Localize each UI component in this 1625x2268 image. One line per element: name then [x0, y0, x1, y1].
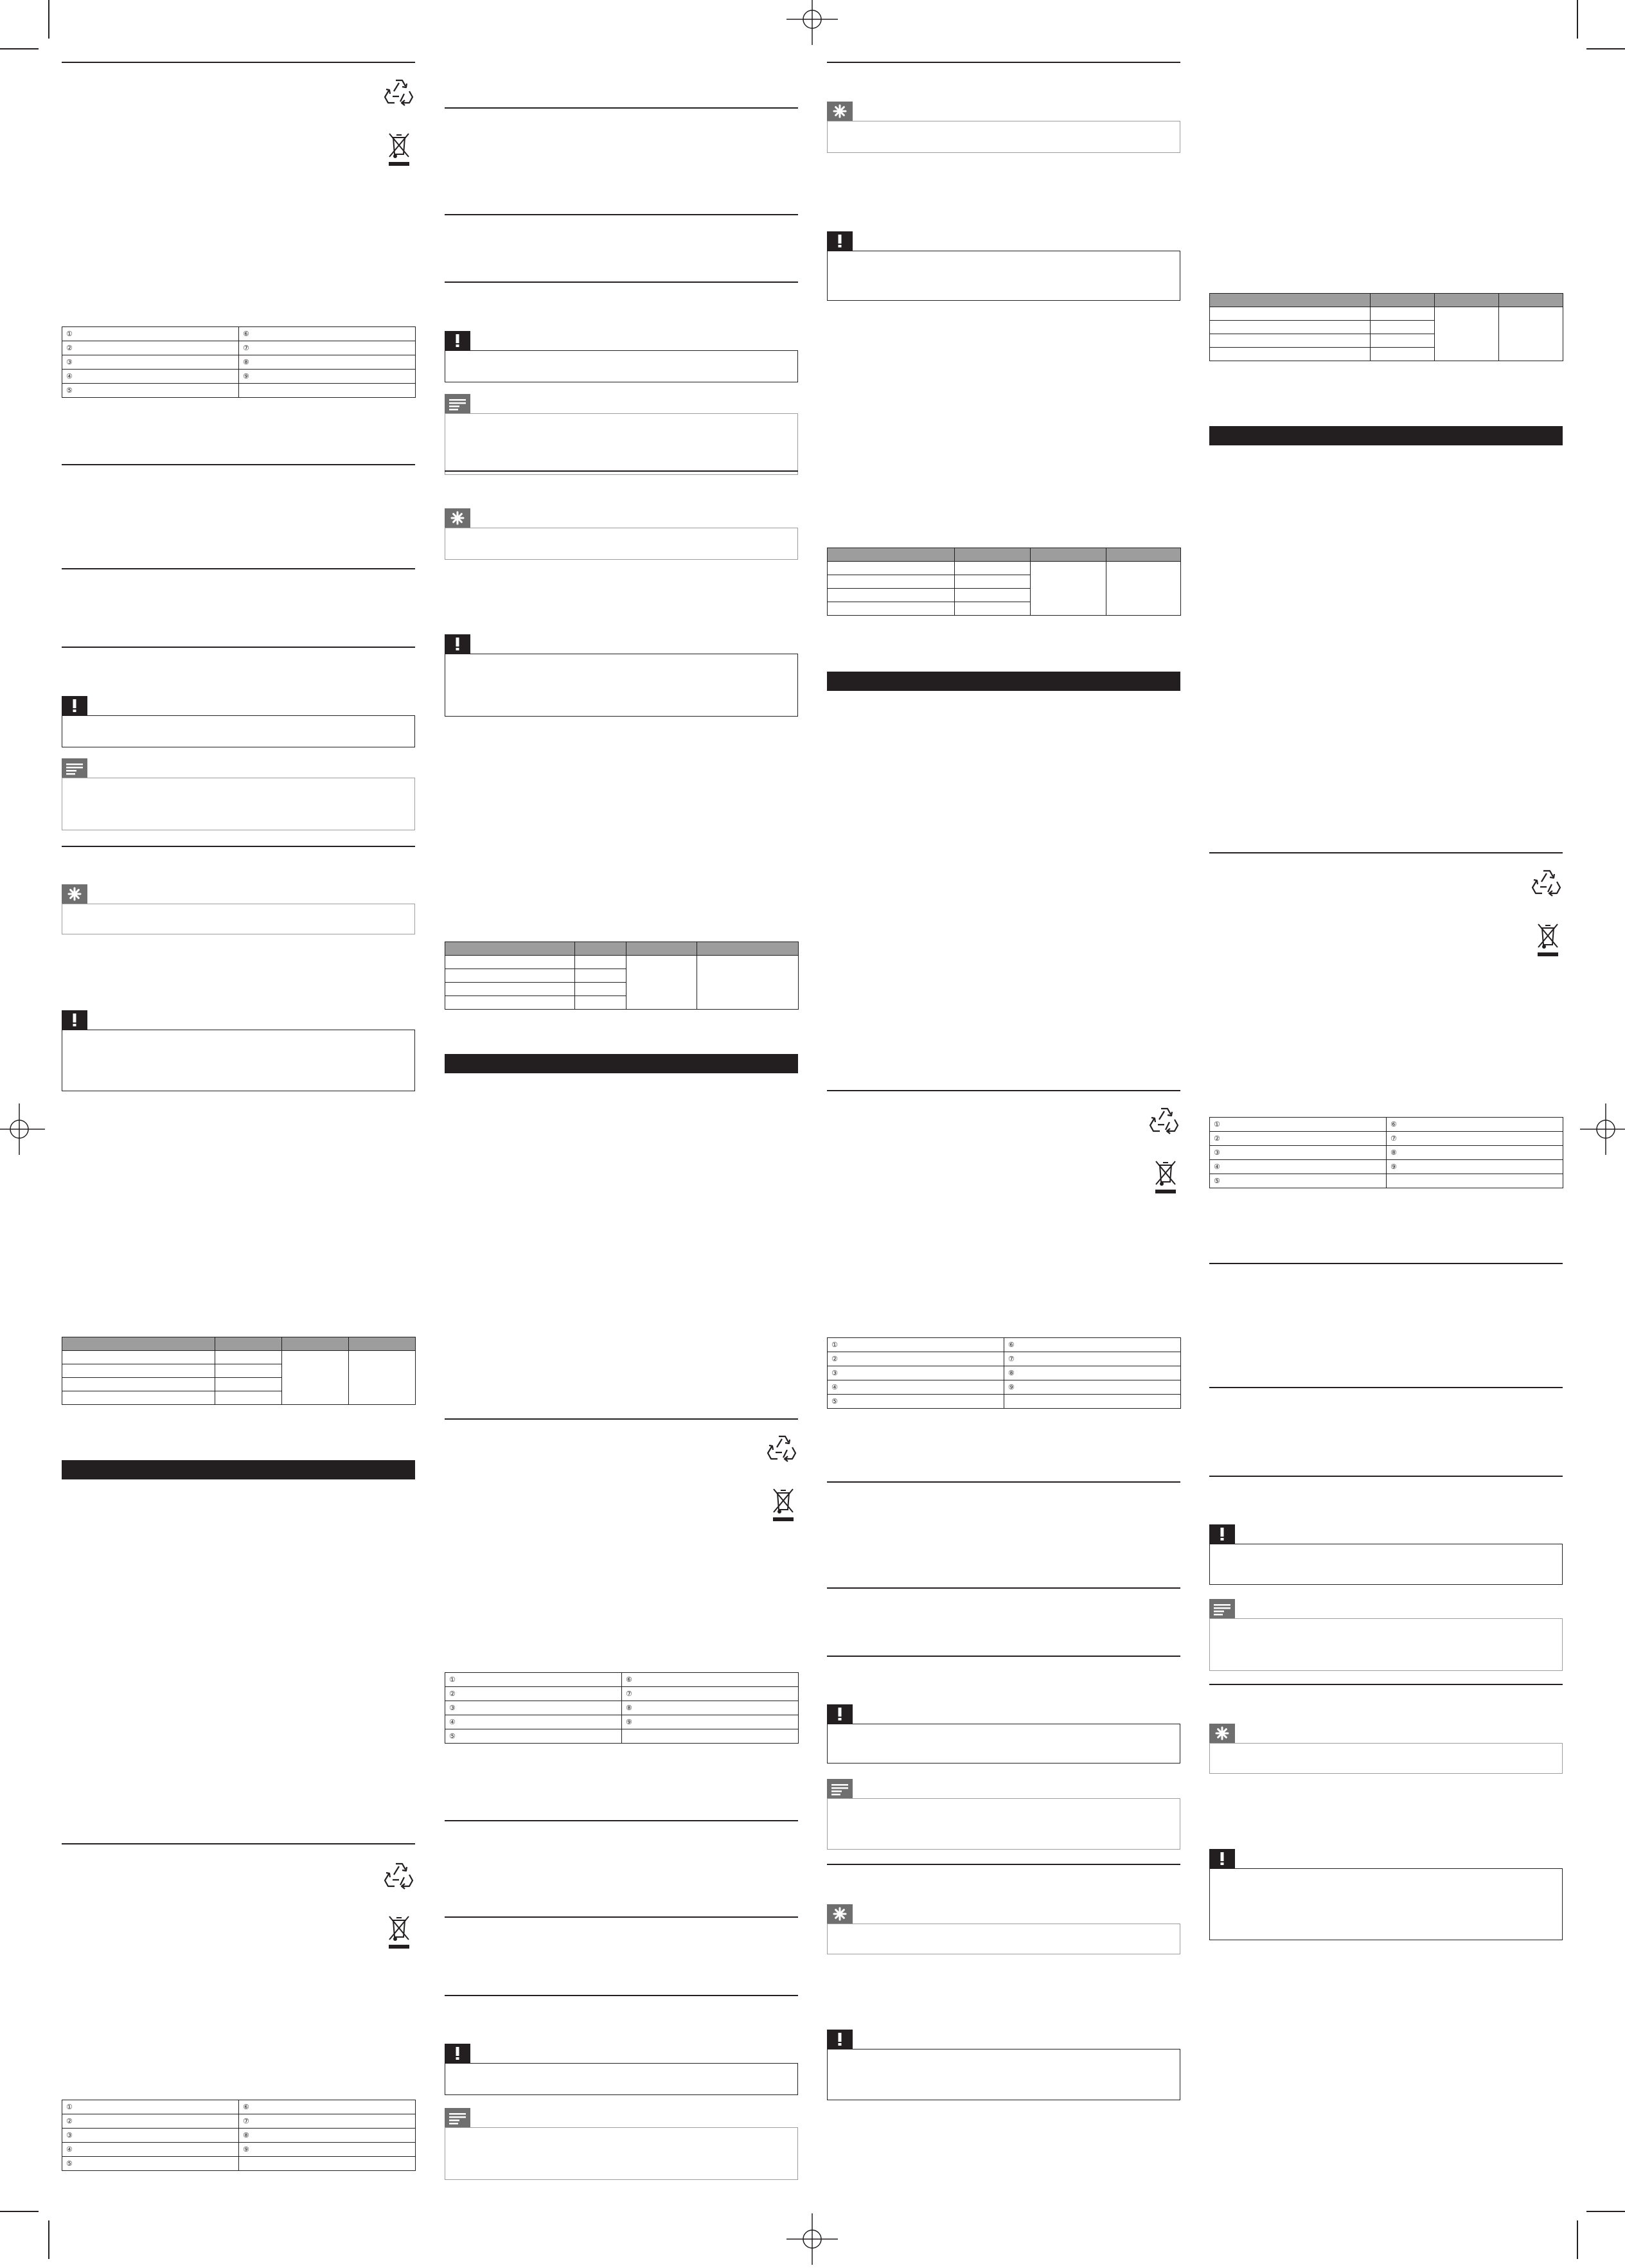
table-cell	[1371, 321, 1435, 334]
table-cell	[445, 1729, 622, 1744]
table-cell	[828, 1338, 1004, 1352]
table-cell	[1004, 1366, 1181, 1380]
callout-box	[62, 715, 415, 747]
part-number: ⑨	[243, 2145, 249, 2154]
table-cell	[1371, 307, 1435, 321]
exclamation-icon	[827, 1704, 853, 1724]
table-row	[828, 1338, 1181, 1352]
table-cell	[62, 341, 239, 355]
table-header-cell	[215, 1337, 282, 1351]
table-cell	[445, 1673, 622, 1687]
table-cell	[955, 562, 1031, 575]
table-header-cell	[1499, 294, 1563, 307]
part-number: ⑤	[449, 1732, 456, 1740]
table-cell	[828, 1366, 1004, 1380]
callout-box	[445, 2063, 798, 2095]
table-header-cell	[282, 1337, 349, 1351]
table-cell	[62, 1391, 215, 1405]
section-divider	[445, 214, 798, 215]
part-number: ⑤	[831, 1397, 838, 1406]
section-divider	[827, 1090, 1180, 1091]
table-row	[1210, 1146, 1563, 1160]
table-cell	[1371, 348, 1435, 361]
table-row	[828, 1395, 1181, 1409]
part-number: ⑦	[1390, 1134, 1397, 1143]
part-number: ②	[66, 2117, 73, 2125]
callout-box	[827, 121, 1180, 153]
section-divider	[62, 1843, 415, 1844]
table-cell	[62, 1364, 215, 1378]
table-row	[62, 355, 416, 370]
table-row	[62, 384, 416, 398]
crop-mark-icon	[48, 0, 49, 39]
table-header-row	[828, 548, 1181, 562]
callout-box	[62, 904, 415, 934]
note-lines-icon	[62, 758, 87, 778]
table-header-row	[62, 1337, 416, 1351]
table-cell	[1371, 334, 1435, 348]
part-number: ④	[66, 372, 73, 380]
section-divider	[827, 1864, 1180, 1865]
table-header-row	[1210, 294, 1563, 307]
registration-crosshair-icon	[0, 1103, 45, 1155]
table-cell	[62, 2129, 239, 2143]
part-number: ⑧	[1390, 1148, 1397, 1157]
crossed-out-wheelie-bin-icon	[387, 1914, 411, 1950]
part-number: ①	[1214, 1120, 1220, 1129]
section-divider	[1209, 1684, 1563, 1685]
table-cell	[622, 1687, 799, 1701]
table-row	[62, 2114, 416, 2129]
table-cell	[282, 1351, 349, 1405]
part-number: ③	[449, 1704, 456, 1712]
table-row	[1210, 1118, 1563, 1132]
table-row	[1210, 307, 1563, 321]
part-number: ③	[66, 2131, 73, 2139]
recycle-icon	[384, 1861, 414, 1890]
table-cell	[445, 969, 575, 983]
table-cell	[622, 1715, 799, 1729]
table-header-cell	[349, 1337, 416, 1351]
table-cell	[62, 327, 239, 341]
table-cell	[955, 575, 1031, 589]
table-cell	[1387, 1118, 1563, 1132]
section-divider	[445, 1995, 798, 1996]
callout-box	[62, 778, 415, 830]
exclamation-icon	[445, 634, 470, 654]
table-cell	[1004, 1352, 1181, 1366]
table-cell	[215, 1351, 282, 1364]
table-row	[828, 1366, 1181, 1380]
exclamation-icon	[1209, 1524, 1235, 1544]
table-header-cell	[626, 942, 697, 956]
crop-mark-icon	[1577, 0, 1578, 39]
note-lines-icon	[827, 1779, 853, 1798]
table-cell	[239, 327, 416, 341]
table-row	[828, 562, 1181, 575]
callout-box	[827, 251, 1180, 301]
part-number: ⑨	[1008, 1383, 1015, 1391]
callout-box	[827, 2049, 1180, 2100]
part-number: ②	[449, 1690, 456, 1698]
section-divider	[445, 107, 798, 109]
table-cell	[215, 1364, 282, 1378]
table-cell	[1210, 1160, 1387, 1174]
section-divider	[445, 470, 798, 472]
table-cell	[828, 1395, 1004, 1409]
note-lines-icon	[1209, 1599, 1235, 1618]
table-row	[62, 370, 416, 384]
section-divider	[1209, 1476, 1563, 1477]
part-number: ④	[66, 2145, 73, 2154]
crossed-out-wheelie-bin-icon	[771, 1487, 795, 1522]
table-cell	[1210, 1174, 1387, 1188]
part-number: ⑧	[243, 358, 249, 366]
table-cell	[1210, 321, 1371, 334]
asterisk-icon	[827, 1904, 853, 1924]
part-number: ④	[449, 1718, 456, 1726]
part-number: ⑤	[66, 386, 73, 395]
spec-table	[1209, 293, 1563, 361]
table-row	[62, 2157, 416, 2171]
section-divider	[445, 281, 798, 283]
table-cell	[697, 956, 799, 1010]
section-divider	[62, 464, 415, 465]
table-cell	[239, 355, 416, 370]
table-cell	[62, 2143, 239, 2157]
table-cell	[445, 1715, 622, 1729]
section-divider	[445, 1916, 798, 1918]
parts-table	[62, 2100, 416, 2171]
section-divider	[62, 647, 415, 648]
spec-table	[62, 1337, 416, 1405]
table-cell	[575, 956, 626, 969]
table-row	[62, 2129, 416, 2143]
table-cell	[575, 983, 626, 996]
part-number: ③	[831, 1369, 838, 1377]
table-row	[62, 341, 416, 355]
crop-mark-icon	[48, 2220, 49, 2259]
table-cell	[1499, 307, 1563, 361]
part-number: ②	[831, 1355, 838, 1363]
table-cell	[1210, 1146, 1387, 1160]
crop-mark-icon	[0, 2211, 39, 2212]
table-cell	[1106, 562, 1181, 616]
part-number: ⑧	[243, 2131, 249, 2139]
table-row	[445, 956, 799, 969]
part-number: ③	[66, 358, 73, 366]
crossed-out-wheelie-bin-icon	[1536, 922, 1560, 958]
section-divider	[445, 1820, 798, 1821]
table-cell	[622, 1673, 799, 1687]
crop-mark-icon	[1586, 2211, 1625, 2212]
recycle-icon	[1149, 1105, 1180, 1135]
part-number: ③	[1214, 1148, 1220, 1157]
table-cell	[62, 2114, 239, 2129]
note-lines-icon	[445, 394, 470, 413]
section-divider	[827, 1587, 1180, 1589]
table-row	[445, 1729, 799, 1744]
asterisk-icon	[445, 508, 470, 528]
part-number: ②	[1214, 1134, 1220, 1143]
section-header-bar	[827, 672, 1180, 691]
table-header-cell	[1031, 548, 1106, 562]
table-cell	[239, 341, 416, 355]
part-number: ②	[66, 344, 73, 352]
table-cell	[239, 2129, 416, 2143]
table-row	[445, 1715, 799, 1729]
part-number: ⑦	[626, 1690, 632, 1698]
table-cell	[828, 1352, 1004, 1366]
crossed-out-wheelie-bin-icon	[1153, 1159, 1178, 1195]
table-cell	[445, 1701, 622, 1715]
table-cell	[239, 2157, 416, 2171]
table-cell	[445, 1687, 622, 1701]
table-cell	[1210, 348, 1371, 361]
table-row	[62, 2100, 416, 2114]
callout-box	[445, 413, 798, 475]
callout-box	[445, 528, 798, 560]
table-cell	[445, 996, 575, 1010]
crop-mark-icon	[0, 48, 39, 49]
table-cell	[828, 589, 955, 602]
exclamation-icon	[62, 696, 87, 715]
table-header-cell	[1106, 548, 1181, 562]
spec-table	[445, 942, 799, 1010]
asterisk-icon	[1209, 1724, 1235, 1743]
table-cell	[1031, 562, 1106, 616]
crossed-out-wheelie-bin-icon	[387, 131, 411, 167]
table-cell	[1210, 307, 1371, 321]
callout-box	[62, 1030, 415, 1091]
table-row	[1210, 1160, 1563, 1174]
callout-box	[1209, 1868, 1563, 1940]
table-header-cell	[1435, 294, 1499, 307]
table-cell	[1210, 1132, 1387, 1146]
table-header-cell	[62, 1337, 215, 1351]
table-cell	[62, 384, 239, 398]
part-number: ⑧	[626, 1704, 632, 1712]
table-cell	[239, 370, 416, 384]
table-cell	[575, 969, 626, 983]
table-header-row	[445, 942, 799, 956]
callout-box	[445, 350, 798, 382]
table-cell	[62, 2100, 239, 2114]
crop-mark-icon	[1586, 48, 1625, 49]
recycle-icon	[1531, 868, 1562, 897]
table-row	[445, 1687, 799, 1701]
table-cell	[1004, 1380, 1181, 1395]
part-number: ⑤	[1214, 1177, 1220, 1185]
table-cell	[1387, 1160, 1563, 1174]
part-number: ⑤	[66, 2159, 73, 2168]
table-cell	[828, 1380, 1004, 1395]
exclamation-icon	[1209, 1849, 1235, 1868]
callout-box	[827, 1724, 1180, 1764]
section-divider	[827, 1656, 1180, 1657]
part-number: ⑥	[243, 330, 249, 338]
part-number: ⑨	[243, 372, 249, 380]
table-cell	[622, 1701, 799, 1715]
table-row	[1210, 1132, 1563, 1146]
note-lines-icon	[445, 2108, 470, 2127]
section-divider	[62, 846, 415, 847]
section-divider	[445, 1418, 798, 1420]
table-cell	[215, 1378, 282, 1391]
table-cell	[828, 602, 955, 616]
table-cell	[239, 384, 416, 398]
table-row	[828, 1352, 1181, 1366]
asterisk-icon	[62, 884, 87, 904]
table-header-cell	[1210, 294, 1371, 307]
table-cell	[349, 1351, 416, 1405]
section-divider	[62, 568, 415, 569]
table-row	[62, 2143, 416, 2157]
exclamation-icon	[445, 331, 470, 350]
table-cell	[1210, 1118, 1387, 1132]
section-header-bar	[445, 1054, 798, 1073]
part-number: ⑧	[1008, 1369, 1015, 1377]
table-cell	[239, 2143, 416, 2157]
part-number: ⑦	[243, 344, 249, 352]
table-header-cell	[1371, 294, 1435, 307]
table-cell	[622, 1729, 799, 1744]
table-row	[445, 1701, 799, 1715]
section-divider	[1209, 1387, 1563, 1388]
table-cell	[239, 2114, 416, 2129]
table-cell	[1435, 307, 1499, 361]
table-cell	[1004, 1338, 1181, 1352]
table-cell	[1387, 1132, 1563, 1146]
table-cell	[828, 562, 955, 575]
table-cell	[445, 956, 575, 969]
section-divider	[62, 62, 415, 63]
callout-box	[827, 1924, 1180, 1954]
recycle-icon	[384, 77, 414, 107]
callout-box	[1209, 1743, 1563, 1774]
parts-table	[827, 1337, 1181, 1409]
table-row	[445, 1673, 799, 1687]
part-number: ④	[1214, 1163, 1220, 1171]
table-header-cell	[697, 942, 799, 956]
section-divider	[827, 1481, 1180, 1483]
exclamation-icon	[62, 1010, 87, 1030]
table-cell	[575, 996, 626, 1010]
callout-box	[445, 654, 798, 717]
table-header-cell	[575, 942, 626, 956]
part-number: ①	[66, 330, 73, 338]
callout-box	[445, 2127, 798, 2180]
part-number: ⑦	[1008, 1355, 1015, 1363]
table-cell	[1387, 1146, 1563, 1160]
part-number: ①	[449, 1675, 456, 1684]
part-number: ④	[831, 1383, 838, 1391]
table-cell	[62, 355, 239, 370]
table-cell	[1387, 1174, 1563, 1188]
registration-crosshair-icon	[786, 2213, 838, 2265]
table-cell	[828, 575, 955, 589]
asterisk-icon	[827, 102, 853, 121]
table-cell	[62, 2157, 239, 2171]
exclamation-icon	[827, 2030, 853, 2049]
registration-crosshair-icon	[786, 0, 838, 45]
crop-mark-icon	[1577, 2220, 1578, 2259]
parts-table	[445, 1672, 799, 1744]
recycle-icon	[767, 1433, 797, 1463]
part-number: ⑥	[1390, 1120, 1397, 1129]
part-number: ⑨	[626, 1718, 632, 1726]
callout-box	[827, 1798, 1180, 1850]
section-divider	[827, 62, 1180, 63]
table-header-cell	[828, 548, 955, 562]
parts-table	[62, 326, 416, 398]
section-header-bar	[62, 1460, 415, 1479]
section-divider	[1209, 1263, 1563, 1264]
table-cell	[239, 2100, 416, 2114]
table-cell	[1210, 334, 1371, 348]
part-number: ⑦	[243, 2117, 249, 2125]
part-number: ⑥	[626, 1675, 632, 1684]
registration-crosshair-icon	[1580, 1103, 1625, 1155]
table-cell	[62, 1351, 215, 1364]
table-cell	[1004, 1395, 1181, 1409]
table-cell	[955, 602, 1031, 616]
table-cell	[62, 1378, 215, 1391]
callout-box	[1209, 1544, 1563, 1585]
table-cell	[955, 589, 1031, 602]
table-header-cell	[445, 942, 575, 956]
table-cell	[62, 370, 239, 384]
table-cell	[626, 956, 697, 1010]
table-row	[62, 1351, 416, 1364]
exclamation-icon	[445, 2044, 470, 2063]
part-number: ①	[831, 1341, 838, 1349]
part-number: ⑨	[1390, 1163, 1397, 1171]
section-header-bar	[1209, 426, 1563, 445]
table-header-cell	[955, 548, 1031, 562]
table-row	[1210, 1174, 1563, 1188]
part-number: ⑥	[243, 2103, 249, 2111]
table-row	[62, 327, 416, 341]
table-cell	[215, 1391, 282, 1405]
table-cell	[445, 983, 575, 996]
parts-table	[1209, 1117, 1563, 1188]
table-row	[828, 1380, 1181, 1395]
section-divider	[1209, 852, 1563, 853]
part-number: ⑥	[1008, 1341, 1015, 1349]
callout-box	[1209, 1618, 1563, 1671]
exclamation-icon	[827, 231, 853, 251]
spec-table	[827, 548, 1181, 616]
part-number: ①	[66, 2103, 73, 2111]
